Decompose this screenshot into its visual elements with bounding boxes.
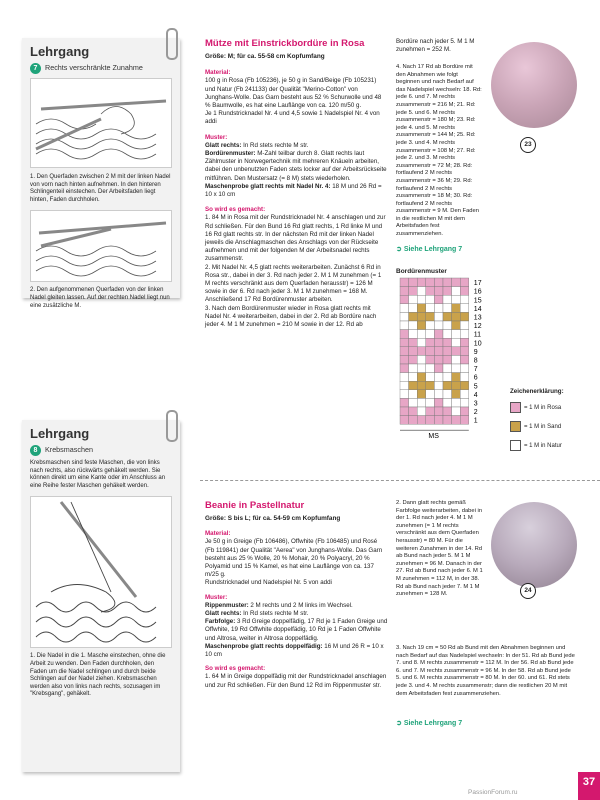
chart-cell-rosa bbox=[426, 416, 435, 425]
muetze-link[interactable]: Siehe Lehrgang 7 bbox=[403, 246, 463, 253]
muetze-cont-1: Bordüre nach jeder 5. M 1 M zunehmen = 252 M. bbox=[396, 38, 475, 54]
chart-cell-natur bbox=[443, 330, 452, 339]
lehrgang-7-number: 7 bbox=[30, 63, 41, 74]
chart-cell-sand bbox=[417, 304, 426, 313]
chart-cell-rosa bbox=[409, 338, 418, 347]
chart-cell-natur bbox=[460, 398, 469, 407]
chart-cell-sand bbox=[452, 321, 461, 330]
chart-cell-sand bbox=[460, 381, 469, 390]
chart-cell-rosa bbox=[400, 355, 409, 364]
chart-cell-natur bbox=[426, 373, 435, 382]
beanie-step-3: 3. Nach 19 cm = 50 Rd ab Bund mit den Abnahmen beginnen und nach Bedarf auf das Nadelspiel wechseln: In der 51. Rd ab Bund jede 7. und 8. M rechts zusammenstr = 112 M. In der 56. Rd ab Bund jede 6. und 7. M rechts zusammenstr = 96 M. In der 58. Rd ab Bund jede 5. und 6. M rechts zusammenstr = 80 M. In der 60. und 61. Rd stets jede 3. und 4. M rechts zusammenstr; dann die restlichen 20 M mit dem Arbeitsfaden fest zusammenziehen. bbox=[396, 645, 575, 697]
chart-cell-rosa bbox=[443, 347, 452, 356]
chart-cell-natur bbox=[426, 398, 435, 407]
chart-cell-natur bbox=[460, 373, 469, 382]
chart-cell-natur bbox=[443, 321, 452, 330]
muetze-probe bbox=[205, 183, 388, 199]
chart-cell-rosa bbox=[426, 338, 435, 347]
chart-row-label: 6 bbox=[473, 374, 478, 382]
lehrgang-8-heading: Lehrgang bbox=[30, 426, 90, 441]
chart-cell-rosa bbox=[400, 416, 409, 425]
chart-cell-rosa bbox=[400, 347, 409, 356]
chart-cell-natur bbox=[443, 364, 452, 373]
chart-cell-rosa bbox=[434, 364, 443, 373]
legend-swatch-sand bbox=[510, 421, 521, 432]
beanie-muster-2-label: Glatt rechts: bbox=[205, 610, 242, 618]
knitting-illustration-2 bbox=[30, 210, 172, 282]
chart-cell-rosa bbox=[409, 355, 418, 364]
lehrgang-8-subtitle-row bbox=[22, 443, 180, 460]
chart-cell-sand bbox=[417, 381, 426, 390]
chart-cell-natur bbox=[417, 295, 426, 304]
chart-row-label: 17 bbox=[473, 280, 482, 288]
chart-cell-rosa bbox=[426, 407, 435, 416]
chart-row-label: 2 bbox=[473, 409, 478, 417]
chart-cell-rosa bbox=[434, 347, 443, 356]
legend-label-sand: = 1 M in Sand bbox=[524, 423, 562, 430]
muetze-material-heading: Material: bbox=[205, 69, 231, 77]
chart-cell-natur bbox=[460, 304, 469, 313]
chart-cell-natur bbox=[426, 364, 435, 373]
beanie-step-2: 2. Dann glatt rechts gemäß Farbfolge weiterarbeiten, dabei in der 1. Rd nach jeder 4. M 1 M zunehmen (= 1 M rechts verschränkt aus dem Querfaden herausstr) = 80 M. Für die weiteren Zunahmen in der 14. Rd ab Bund nach jeder 5. M 1 M zunehmen = 96 M. Danach in der 27. Rd ab Bund nach jeder 6. M 1 M zunehmen = 112 M, in der 38. Rd ab Bund nach jeder 7. M 1 M zunehmen = 128 M. bbox=[396, 500, 483, 598]
chart-cell-rosa bbox=[460, 278, 469, 287]
chart-cell-natur bbox=[400, 321, 409, 330]
chart-cell-natur bbox=[417, 398, 426, 407]
chart-row-label: 3 bbox=[473, 400, 478, 408]
chart-row-label: 14 bbox=[473, 305, 482, 313]
chart-cell-sand bbox=[426, 312, 435, 321]
chart-cell-rosa bbox=[460, 355, 469, 364]
chart-cell-sand bbox=[460, 312, 469, 321]
lehrgang-7-box bbox=[22, 38, 180, 309]
chart-cell-natur bbox=[443, 295, 452, 304]
chart-cell-natur bbox=[460, 321, 469, 330]
beanie-muster-3 bbox=[205, 618, 388, 643]
beanie-photo bbox=[491, 502, 577, 588]
lehrgang-8-box bbox=[22, 420, 180, 772]
chart-cell-natur bbox=[434, 390, 443, 399]
chart-cell-rosa bbox=[434, 338, 443, 347]
legend-natur bbox=[510, 440, 564, 451]
legend-swatch-natur bbox=[510, 440, 521, 451]
watermark: PassionForum.ru bbox=[468, 789, 518, 796]
chart-x-label: MS bbox=[428, 433, 439, 441]
page-number: 37 bbox=[578, 772, 600, 800]
beanie-muster-3-text: 3 Rd Greige doppelfädig, 17 Rd je 1 Faden Greige und Offwhite, 19 Rd Offwhite doppelfädig, 10 Rd je 1 Faden Offwhite und Altrosa, weiter in Altrosa doppelfädig. bbox=[205, 618, 388, 642]
chart-cell-sand bbox=[417, 390, 426, 399]
chart-cell-natur bbox=[452, 330, 461, 339]
chart-cell-natur bbox=[417, 407, 426, 416]
chart-cell-natur bbox=[443, 390, 452, 399]
chart-cell-rosa bbox=[434, 398, 443, 407]
chart-cell-rosa bbox=[452, 416, 461, 425]
chart-cell-natur bbox=[452, 355, 461, 364]
section-divider bbox=[200, 480, 600, 481]
chart-cell-sand bbox=[452, 304, 461, 313]
muetze-material: 100 g in Rosa (Fb 105236), je 50 g in Sand/Beige (Fb 105231) und Natur (Fb 241133) der Qualität "Merino-Cotton" von Junghans-Wolle. Das Garn besteht aus 52 % Schurwolle und 48 % Baumwolle, es hat eine Lauflänge von ca. 120 m/50 g. bbox=[205, 77, 382, 110]
muetze-step-3: 3. Nach dem Bordürenmuster wieder in Rosa glatt rechts mit Nadel Nr. 4 weiterarbeiten, dabei in der 2. Rd ab Bordüre nach jeder 4. M 1 M zunehmen = 210 M sowie in der 12. Rd ab bbox=[205, 304, 377, 329]
chart-cell-sand bbox=[443, 381, 452, 390]
chart-row-label: 12 bbox=[473, 323, 482, 331]
beanie-muster-heading: Muster: bbox=[205, 593, 228, 601]
chart-cell-rosa bbox=[434, 287, 443, 296]
muetze-muster-2-text: M-Zahl teilbar durch 8. Glatt rechts laut Zählmuster in Norwegertechnik mit mehreren Knäueln arbeiten, dabei den unbenutzten Faden stets locker auf der Arbeitsrückseite mitführen. Den Mustersatz (= 8 M) stets wiederholen. bbox=[205, 150, 387, 182]
chart-cell-sand bbox=[452, 381, 461, 390]
chart-cell-natur bbox=[434, 373, 443, 382]
beanie-muster-1-label: Rippenmuster: bbox=[205, 601, 249, 609]
chart-row-label: 10 bbox=[473, 340, 482, 348]
chart-cell-rosa bbox=[417, 278, 426, 287]
chart-cell-rosa bbox=[409, 287, 418, 296]
muetze-material-2: Je 1 Rundstricknadel Nr. 4 und 4,5 sowie 1 Nadelspiel Nr. 4 von addi bbox=[205, 110, 380, 126]
chart-cell-natur bbox=[409, 390, 418, 399]
beanie-title: Beanie in Pastellnatur bbox=[205, 500, 305, 511]
chart-cell-natur bbox=[409, 321, 418, 330]
chart-cell-rosa bbox=[434, 278, 443, 287]
chart-cell-natur bbox=[452, 338, 461, 347]
chart-cell-natur bbox=[417, 287, 426, 296]
chart-cell-natur bbox=[460, 390, 469, 399]
chart-cell-natur bbox=[452, 364, 461, 373]
chart-row-label: 4 bbox=[473, 391, 478, 399]
chart-cell-rosa bbox=[409, 347, 418, 356]
lehrgang-8-subtitle: Krebsmaschen bbox=[45, 445, 93, 455]
chart-cell-natur bbox=[400, 381, 409, 390]
lehrgang-7-step-2: 2. Den aufgenommenen Querfaden von der linken Nadel gleiten lassen. Auf der rechten Nadel liegt nun eine zusätzliche M. bbox=[30, 287, 170, 309]
chart-cell-natur bbox=[452, 287, 461, 296]
chart-cell-sand bbox=[417, 321, 426, 330]
chart-row-label: 5 bbox=[473, 383, 478, 391]
beanie-material: Je 50 g in Greige (Fb 106486), Offwhite (Fb 106485) und Rosé (Fb 119841) der Qualität "Aerea" von Junghans-Wolle. Das Garn besteht aus 25 % Wolle, 20 % Mohair, 20 % Polyacryl, 20 % Polyamid und 15 % Kamel, es hat eine Lauflänge von ca. 137 m/25 g. bbox=[205, 538, 383, 579]
legend-sand bbox=[510, 421, 564, 432]
beanie-material-2: Rundstricknadel und Nadelspiel Nr. 5 von addi bbox=[205, 579, 332, 587]
beanie-section bbox=[205, 500, 388, 690]
chart-cell-natur bbox=[426, 321, 435, 330]
chart-cell-rosa bbox=[426, 347, 435, 356]
beanie-link[interactable]: Siehe Lehrgang 7 bbox=[403, 720, 463, 727]
chart-cell-rosa bbox=[426, 278, 435, 287]
chart-cell-rosa bbox=[400, 398, 409, 407]
chart-row-label: 1 bbox=[473, 417, 478, 425]
chart-cell-rosa bbox=[443, 287, 452, 296]
muetze-step-1: 1. 84 M in Rosa mit der Rundstricknadel Nr. 4 anschlagen und zur Rd schließen. Für den Bund 16 Rd glatt rechts, 1 Rd linke M und 16 Rd glatt rechts str. In der nächsten Rd mit der linken Nadel jeweils die Anschlagmaschen des Anschlags von der Rückseite aufnehmen und mit der folgenden M der Arbeitsnadel rechts zusammenstr. bbox=[205, 214, 386, 263]
chart-cell-natur bbox=[400, 390, 409, 399]
beanie-wie-heading: So wird es gemacht: bbox=[205, 665, 266, 673]
chart-cell-sand bbox=[452, 373, 461, 382]
muetze-photo bbox=[491, 42, 577, 128]
chart-cell-rosa bbox=[443, 407, 452, 416]
arrow-right-icon: ➲ bbox=[396, 246, 404, 253]
knitting-stitches-drawing bbox=[31, 79, 171, 167]
chart-cell-sand bbox=[417, 373, 426, 382]
lehrgang-7-subtitle: Rechts verschränkte Zunahme bbox=[45, 63, 143, 73]
muetze-muster-2-label: Bordürenmuster: bbox=[205, 150, 256, 158]
chart-cell-sand bbox=[409, 381, 418, 390]
chart-cell-rosa bbox=[460, 338, 469, 347]
crochet-hook-drawing bbox=[31, 497, 171, 647]
chart-cell-natur bbox=[409, 364, 418, 373]
legend-swatch-rosa bbox=[510, 402, 521, 413]
lehrgang-7-subtitle-row bbox=[22, 61, 180, 78]
chart-cell-natur bbox=[443, 304, 452, 313]
muetze-size: Größe: M; für ca. 55-58 cm Kopfumfang bbox=[205, 53, 325, 60]
beanie-probe-label: Maschenprobe glatt rechts doppelfädig: bbox=[205, 642, 323, 650]
lehrgang-7-heading: Lehrgang bbox=[30, 44, 90, 59]
chart-cell-rosa bbox=[434, 407, 443, 416]
muetze-muster-2 bbox=[205, 150, 388, 183]
paperclip-icon-2 bbox=[166, 410, 178, 442]
chart-cell-natur bbox=[417, 364, 426, 373]
muetze-probe-text: 18 M und 26 Rd = 10 x 10 cm bbox=[205, 182, 382, 199]
muetze-continued bbox=[396, 38, 486, 54]
chart-cell-rosa bbox=[426, 355, 435, 364]
chart-cell-natur bbox=[417, 330, 426, 339]
chart-cell-natur bbox=[417, 355, 426, 364]
muetze-wie-heading: So wird es gemacht: bbox=[205, 206, 266, 214]
chart-row-label: 9 bbox=[473, 348, 478, 356]
chart-legend bbox=[510, 388, 564, 459]
chart-cell-rosa bbox=[400, 407, 409, 416]
chart-cell-sand bbox=[443, 312, 452, 321]
chart-cell-natur bbox=[409, 304, 418, 313]
chart-cell-natur bbox=[452, 407, 461, 416]
beanie-material-heading: Material: bbox=[205, 530, 231, 538]
chart-cell-rosa bbox=[443, 355, 452, 364]
chart-cell-rosa bbox=[443, 416, 452, 425]
chart-cell-natur bbox=[443, 398, 452, 407]
chart-cell-rosa bbox=[460, 407, 469, 416]
chart-row-label: 13 bbox=[473, 314, 482, 322]
muetze-muster-heading: Muster: bbox=[205, 133, 228, 141]
chart-cell-rosa bbox=[417, 416, 426, 425]
muetze-title: Mütze mit Einstrickbordüre in Rosa bbox=[205, 38, 365, 49]
chart-cell-natur bbox=[426, 330, 435, 339]
chart-cell-rosa bbox=[409, 407, 418, 416]
chart-cell-rosa bbox=[443, 338, 452, 347]
chart-cell-natur bbox=[417, 338, 426, 347]
chart-cell-rosa bbox=[400, 338, 409, 347]
chart-cell-natur bbox=[426, 304, 435, 313]
chart-cell-rosa bbox=[400, 364, 409, 373]
legend-label-rosa: = 1 M in Rosa bbox=[524, 404, 562, 411]
chart-cell-natur bbox=[434, 381, 443, 390]
chart-cell-rosa bbox=[434, 416, 443, 425]
legend-title: Zeichenerklärung: bbox=[510, 388, 564, 395]
chart-cell-rosa bbox=[417, 347, 426, 356]
beanie-probe-text: 16 M und 26 R = 10 x 10 cm bbox=[205, 642, 384, 659]
arrow-right-icon-2: ➲ bbox=[396, 720, 404, 727]
muetze-probe-label: Maschenprobe glatt rechts mit Nadel Nr. 4: bbox=[205, 182, 331, 190]
legend-rosa bbox=[510, 402, 564, 413]
chart-cell-natur bbox=[460, 364, 469, 373]
chart-cell-sand bbox=[452, 312, 461, 321]
chart-cell-rosa bbox=[460, 287, 469, 296]
chart-cell-natur bbox=[452, 295, 461, 304]
chart-cell-natur bbox=[409, 295, 418, 304]
chart-cell-rosa bbox=[426, 287, 435, 296]
chart-cell-rosa bbox=[452, 347, 461, 356]
chart-cell-rosa bbox=[400, 330, 409, 339]
chart-cell-natur bbox=[400, 312, 409, 321]
chart-cell-natur bbox=[434, 312, 443, 321]
muetze-step-4: 4. Nach 17 Rd ab Bordüre mit den Abnahmen wie folgt beginnen und nach Bedarf auf das Nadelspiel wechseln: 18. Rd: jede 6. und 7. M rechts zusammenstr = 216 M; 21. Rd: jede 5. und 6. M rechts zusammenstr = 180 M; 23. Rd: jede 4. und 5. M rechts zusammenstr = 144 M; 25. Rd: jede 3. und 4. M rechts zusammenstr = 108 M; 27. Rd: jede 2. und 3. M rechts zusammenstr = 72 M; 28. Rd: fortlaufend 2 M rechts zusammenstr = 36 M; 29. Rd: fortlaufend 2 M rechts zusammenstr = 18 M; 30. Rd: fortlaufend 2 M rechts zusammenstr = 9 M. Den Faden in die restlichen M mit dem Arbeitsfaden fest zusammenziehen. bbox=[396, 64, 482, 238]
chart-cell-natur bbox=[409, 330, 418, 339]
lehrgang-7-step-1: 1. Den Querfaden zwischen 2 M mit der linken Nadel von vorn nach hinten aufnehmen. In den hinteren Schlingenteil einstechen. Der Arbeitsfaden liegt hinten, Faden durchholen. bbox=[30, 174, 171, 203]
chart-row-label: 15 bbox=[473, 297, 482, 305]
chart-cell-natur bbox=[400, 373, 409, 382]
chart-cell-rosa bbox=[400, 287, 409, 296]
chart-cell-natur bbox=[434, 304, 443, 313]
chart-cell-rosa bbox=[400, 295, 409, 304]
muetze-step-2: 2. Mit Nadel Nr. 4,5 glatt rechts weiterarbeiten. Zunächst 6 Rd in Rosa str., dabei in der 3. Rd nach jeder 2. M 1 M zunehmen (= 1 M rechts verschränkt aus dem Querfaden herausstr) = 126 M sowie in der 6. Rd nach jeder 3. M 1 M zunehmen = 168 M. Anschließend 17 Rd Bordürenmuster arbeiten. bbox=[205, 263, 382, 304]
muetze-badge: 23 bbox=[520, 137, 536, 153]
chart-cell-natur bbox=[409, 373, 418, 382]
muetze-section bbox=[205, 38, 388, 329]
beanie-continued bbox=[396, 500, 486, 599]
chart-row-label: 11 bbox=[473, 331, 482, 339]
muetze-muster-1-label: Glatt rechts: bbox=[205, 141, 242, 149]
muetze-muster-1 bbox=[205, 142, 388, 150]
beanie-size: Größe: S bis L; für ca. 54-59 cm Kopfumfang bbox=[205, 515, 341, 522]
chart-row-label: 7 bbox=[473, 366, 478, 374]
beanie-badge: 24 bbox=[520, 583, 536, 599]
beanie-step-1: 1. 64 M in Greige doppelfädig mit der Rundstricknadel anschlagen und zur Rd schließen. Für den Bund 12 Rd im Rippenmuster str. bbox=[205, 673, 387, 689]
chart-cell-rosa bbox=[434, 330, 443, 339]
chart-cell-rosa bbox=[434, 295, 443, 304]
muetze-link-row[interactable] bbox=[396, 246, 462, 254]
beanie-step-3-block bbox=[396, 645, 576, 698]
chart-cell-rosa bbox=[460, 347, 469, 356]
lehrgang-8-intro: Krebsmaschen sind feste Maschen, die von links nach rechts, also rückwärts gehäkelt werden. Sie können direkt um eine Kante oder im Anschluss an eine Reihe fester Maschen gehäkelt werden. bbox=[30, 460, 166, 489]
legend-label-natur: = 1 M in Natur bbox=[524, 442, 562, 449]
chart-cell-natur bbox=[452, 398, 461, 407]
chart-row-label: 8 bbox=[473, 357, 478, 365]
chart-cell-sand bbox=[417, 312, 426, 321]
chart-cell-rosa bbox=[409, 278, 418, 287]
beanie-probe bbox=[205, 643, 388, 659]
chart-row-label: 16 bbox=[473, 288, 482, 296]
knitting-illustration-1 bbox=[30, 78, 172, 168]
crochet-illustration bbox=[30, 496, 172, 648]
chart-cell-sand bbox=[426, 381, 435, 390]
beanie-muster-3-label: Farbfolge: bbox=[205, 618, 236, 626]
chart-cell-rosa bbox=[434, 355, 443, 364]
chart-cell-rosa bbox=[452, 278, 461, 287]
chart-cell-rosa bbox=[443, 278, 452, 287]
chart-cell-sand bbox=[452, 390, 461, 399]
lehrgang-8-step-1: 1. Die Nadel in die 1. Masche einstechen, ohne die Arbeit zu wenden. Den Faden durchholen, den Faden um die Nadel schlingen und durch beide Schlingen auf der Nadel ziehen. Krebsmaschen werden also von links nach rechts, sozusagen im "Krebsgang", gehäkelt. bbox=[30, 653, 166, 698]
chart-cell-natur bbox=[400, 304, 409, 313]
lehrgang-8-number: 8 bbox=[30, 445, 41, 456]
chart-cell-natur bbox=[460, 295, 469, 304]
chart-cell-rosa bbox=[409, 416, 418, 425]
chart-cell-natur bbox=[426, 390, 435, 399]
chart-cell-natur bbox=[426, 295, 435, 304]
paperclip-icon bbox=[166, 28, 178, 60]
beanie-muster-1 bbox=[205, 602, 388, 610]
chart-title: Bordürenmuster bbox=[396, 268, 447, 275]
chart-cell-natur bbox=[443, 373, 452, 382]
beanie-muster-1-text: 2 M rechts und 2 M links im Wechsel. bbox=[248, 601, 353, 609]
chart-cell-natur bbox=[434, 321, 443, 330]
chart-cell-rosa bbox=[400, 278, 409, 287]
beanie-muster-2 bbox=[205, 610, 388, 618]
chart-cell-sand bbox=[409, 312, 418, 321]
border-pattern-chart bbox=[396, 278, 504, 441]
chart-cell-natur bbox=[460, 330, 469, 339]
chart-cell-rosa bbox=[460, 416, 469, 425]
beanie-link-row[interactable] bbox=[396, 720, 462, 728]
knitting-stitches-drawing-2 bbox=[31, 211, 171, 281]
chart-cell-natur bbox=[409, 398, 418, 407]
muetze-muster-1-text: In Rd stets rechte M str. bbox=[241, 141, 309, 149]
beanie-muster-2-text: In Rd stets rechte M str. bbox=[241, 610, 309, 618]
